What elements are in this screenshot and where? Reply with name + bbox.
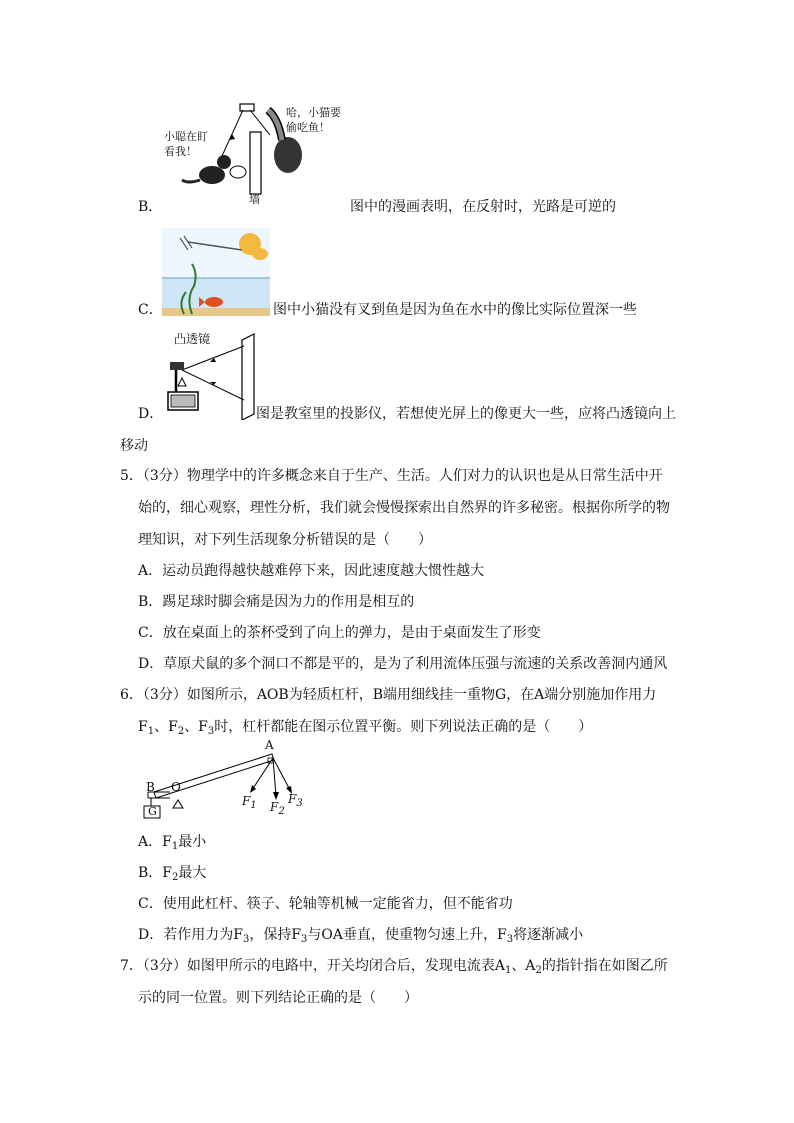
cat-fish-drawing <box>162 228 270 316</box>
lever-label-f3: $F_3$ <box>288 792 303 809</box>
q4-option-c-label: C． <box>138 302 163 318</box>
projector-figure <box>162 330 262 420</box>
comic-bubble-cat-2: 看我！ <box>164 145 197 158</box>
lever-label-f2: $F_2$ <box>270 800 285 817</box>
q4-option-d-text-cont: 移动 <box>120 438 148 454</box>
lever-label-f1: $F_1$ <box>242 794 257 811</box>
q4-option-d-label: D． <box>138 406 164 422</box>
q6-option-b: B．$F_2$最大 <box>138 865 207 883</box>
q5-option-c: C．放在桌面上的茶杯受到了向上的弹力，是由于桌面发生了形变 <box>138 625 541 641</box>
q6-option-a: A．$F_1$最小 <box>138 834 207 852</box>
q7-stem-line-1: 7．（3分）如图甲所示的电路中，开关均闭合后，发现电流表$A_1$、$A_2$的指针指在如图乙所 <box>120 958 668 976</box>
q5-option-d: D．草原犬鼠的多个洞口不都是平的，是为了利用流体压强与流速的关系改善洞内通风 <box>138 656 668 672</box>
lever-figure <box>140 740 310 820</box>
lever-label-a: A <box>265 738 274 752</box>
q4-option-b-text: 图中的漫画表明，在反射时，光路是可逆的 <box>350 199 616 215</box>
lever-label-b: B <box>146 780 155 794</box>
q5-stem-line-1: 5．（3分）物理学中的许多概念来自于生产、生活。人们对力的认识也是从日常生活中开 <box>120 468 663 484</box>
q6-option-c: C．使用此杠杆、筷子、轮轴等机械一定能省力，但不能省功 <box>138 896 513 912</box>
q4-option-b-label: B． <box>138 199 163 215</box>
q7-stem-line-2: 示的同一位置。则下列结论正确的是（ ） <box>138 990 418 1006</box>
q5-stem-line-2: 始的，细心观察，理性分析，我们就会慢慢探索出自然界的许多秘密。根据你所学的物 <box>138 500 670 516</box>
cat-fish-figure <box>162 228 270 316</box>
q6-stem-line-2: $F_1$、$F_2$、$F_3$时，杠杆都能在图示位置平衡。则下列说法正确的是（ ） <box>138 719 593 737</box>
comic-bubble-boy-2: 偷吃鱼！ <box>286 121 330 134</box>
comic-bubble-cat-1: 小聪在盯 <box>164 130 208 143</box>
q6-option-d: D．若作用力为$F_3$，保持$F_3$与OA垂直，使重物匀速上升，$F_3$将逐渐减小 <box>138 927 584 945</box>
comic-figure <box>160 100 360 210</box>
q4-option-d-text: 图是教室里的投影仪，若想使光屏上的像更大一些，应将凸透镜向上 <box>256 406 676 422</box>
lever-label-o: O <box>171 780 181 794</box>
q4-option-c-text: 图中小猫没有叉到鱼是因为鱼在水中的像比实际位置深一些 <box>273 302 637 318</box>
comic-bubble-boy-1: 哈，小猫要 <box>286 106 341 119</box>
q5-option-b: B．踢足球时脚会痛是因为力的作用是相互的 <box>138 594 415 610</box>
projector-lens-label: 凸透镜 <box>174 332 211 346</box>
comic-wall-label: 墙 <box>249 193 260 206</box>
lever-label-g: G <box>148 805 157 818</box>
q6-stem-line-1: 6．（3分）如图所示，AOB为轻质杠杆，B端用细线挂一重物G，在A端分别施加作用力 <box>120 687 657 703</box>
q5-stem-line-3: 理知识，对下列生活现象分析错误的是（ ） <box>138 532 432 548</box>
q5-option-a: A．运动员跑得越快越难停下来，因此速度越大惯性越大 <box>138 563 485 579</box>
